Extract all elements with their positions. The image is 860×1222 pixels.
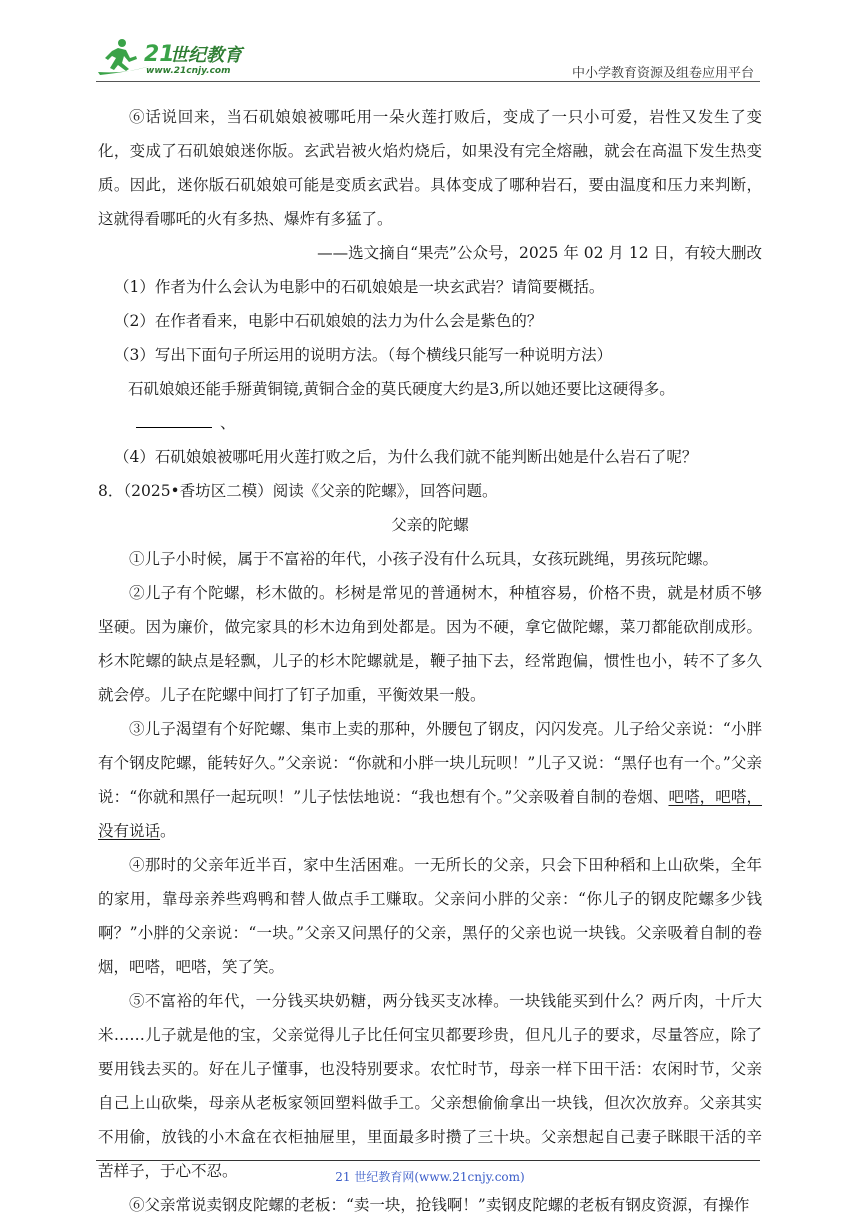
logo-21cnjy <box>96 34 266 80</box>
runner-icon <box>98 39 150 75</box>
page-header <box>96 34 760 80</box>
svg-text:21: 21 <box>144 42 175 67</box>
question-4: （4）石矶娘娘被哪吒用火莲打败之后，为什么我们就不能判断出她是什么岩石了呢？ <box>114 448 698 466</box>
logo-url: www.21cnjy.com <box>146 66 231 76</box>
sentence-text: 石矶娘娘还能手掰黄铜镜,黄铜合金的莫氏硬度大约是3,所以她还要比这硬得多。 <box>128 380 675 398</box>
article-title: 父亲的陀螺 <box>391 516 469 534</box>
question-2: （2）在作者看来，电影中石矶娘娘的法力为什么会是紫色的？ <box>114 312 543 330</box>
paragraph-3-end: 。 <box>160 822 176 840</box>
article-paragraph-3 <box>98 712 762 848</box>
blank-separator: 、 <box>220 414 236 432</box>
article-paragraph-5: ⑤不富裕的年代，一分钱买块奶糖，两分钱买支冰棒。一块钱能买到什么？两斤肉，十斤大米……儿子就是他的宝，父亲觉得儿子比任何宝贝都要珍贵，但凡儿子的要求，尽量答应，除了要用钱去买的。好在儿子懂事，也没特别要求。农忙时节，母亲一样下田干活：农闲时节，父亲自己上山砍柴，母亲从老板家领回塑料做手工。父亲想偷偷拿出一块钱，但次次放弃。父亲其实不用偷，放钱的小木盒在衣柜抽屉里，里面最多时攒了三十块。父亲想起自己妻子眯眼干活的辛苦样子，于心不忍。 <box>98 992 762 1180</box>
logo-text: 世纪教育 <box>170 45 242 66</box>
article-paragraph-1: ①儿子小时候，属于不富裕的年代，小孩子没有什么玩具，女孩玩跳绳，男孩玩陀螺。 <box>129 550 719 568</box>
answer-blank[interactable] <box>136 411 212 428</box>
header-divider <box>96 81 760 82</box>
paragraph-3-text: ③儿子渴望有个好陀螺、集市上卖的那种，外腰包了钢皮，闪闪发亮。儿子给父亲说：“小胖有个钢皮陀螺，能转好久。”父亲说：“你就和小胖一块儿玩呗！”儿子又说：“黑仔也有一个。”父亲说：“你就和黑仔一起玩呗！”儿子怯怯地说：“我也想有个。”父亲吸着自制的卷烟、 <box>98 720 762 806</box>
source-citation: ——选文摘自“果壳”公众号，2025 年 02 月 12 日，有较大删改 <box>317 244 762 262</box>
question-3: （3）写出下面句子所运用的说明方法。（每个横线只能写一种说明方法） <box>114 346 613 364</box>
paragraph-6: ⑥话说回来，当石矶娘娘被哪吒用一朵火莲打败后，变成了一只小可爱，岩性又发生了变化，变成了石矶娘娘迷你版。玄武岩被火焰灼烧后，如果没有完全熔融，就会在高温下发生热变质。因此，迷你版石矶娘娘可能是变质玄武岩。具体变成了哪种岩石，要由温度和压力来判断，这就得看哪吒的火有多热、爆炸有多猛了。 <box>98 108 762 228</box>
article-paragraph-4: ④那时的父亲年近半百，家中生活困难。一无所长的父亲，只会下田种稻和上山砍柴，全年的家用，靠母亲养些鸡鸭和替人做点手工赚取。父亲问小胖的父亲：“你儿子的钢皮陀螺多少钱啊？”小胖的父亲说：“一块。”父亲又问黑仔的父亲，黑仔的父亲也说一块钱。父亲吸着自制的卷烟，吧嗒，吧嗒，笑了笑。 <box>98 856 762 976</box>
article-paragraph-2: ②儿子有个陀螺，杉木做的。杉树是常见的普通树木，种植容易，价格不贵，就是材质不够坚硬。因为廉价，做完家具的杉木边角到处都是。因为不硬，拿它做陀螺，菜刀都能砍削成形。杉木陀螺的缺点是轻飘，儿子的杉木陀螺就是，鞭子抽下去，经常跑偏，惯性也小，转不了多久就会停。儿子在陀螺中间打了钉子加重，平衡效果一般。 <box>98 584 762 704</box>
footer-divider <box>96 1160 760 1161</box>
question-3-sentence <box>98 372 762 440</box>
underlined-phrase: 吧嗒，吧嗒，没有说话 <box>98 788 762 840</box>
question-8-intro: 8．（2025•香坊区二模）阅读《父亲的陀螺》，回答问题。 <box>98 482 498 500</box>
article-paragraph-6: ⑥父亲常说卖钢皮陀螺的老板：“卖一块，抢钱啊！”卖钢皮陀螺的老板有钢皮资源，有操作 <box>129 1196 750 1214</box>
question-1: （1）作者为什么会认为电影中的石矶娘娘是一块玄武岩？请简要概括。 <box>114 278 605 296</box>
platform-label: 中小学教育资源及组卷应用平台 <box>571 66 754 81</box>
footer-link[interactable]: 21 世纪教育网(www.21cnjy.com) <box>335 1170 525 1184</box>
main-content <box>98 100 762 1222</box>
